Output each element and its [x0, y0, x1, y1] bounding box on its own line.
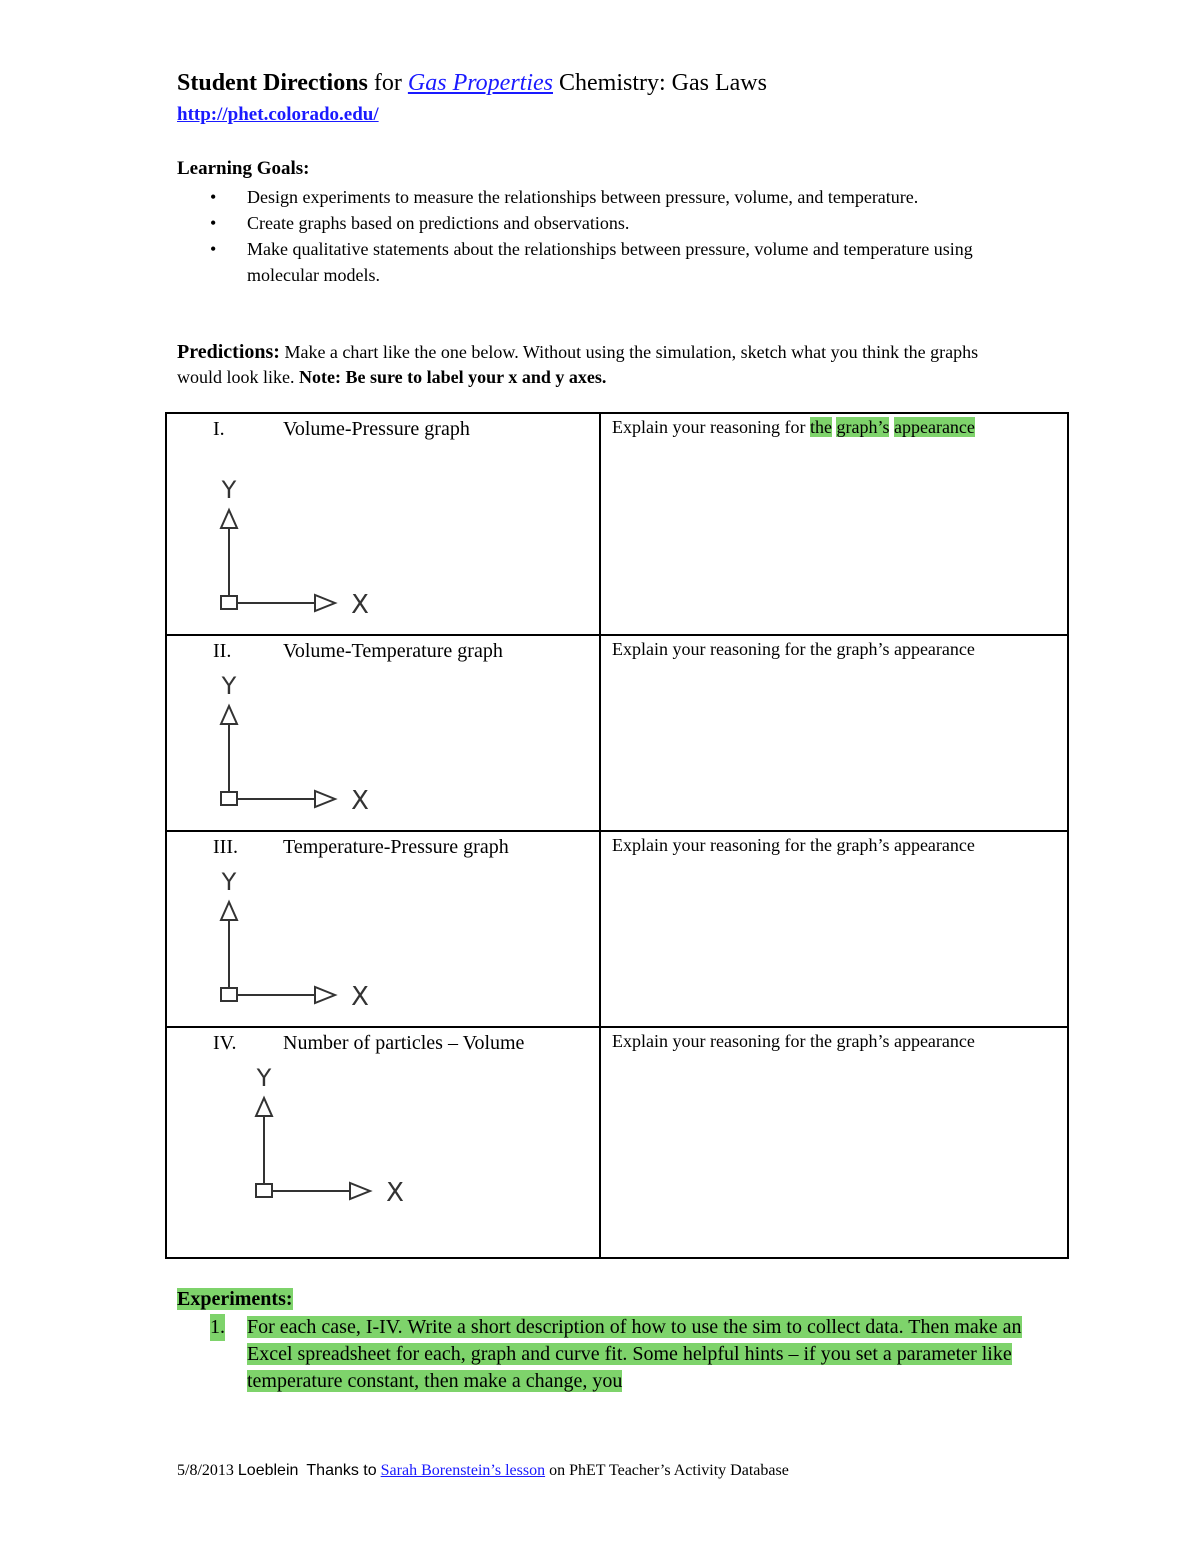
origin-box-icon [221, 596, 237, 609]
title-for: for [373, 70, 402, 96]
axis-x-label: X [386, 1178, 404, 1208]
goal-item: • Make qualitative statements about the relationships between pressure, volume and temperature using molecular models. [210, 236, 990, 288]
row-numeral: I. [213, 418, 225, 440]
graph-title [213, 1032, 524, 1055]
x-arrow-icon [350, 1183, 370, 1199]
explain-prefix: Explain your reasoning for [612, 417, 806, 437]
page-footer [177, 1462, 789, 1480]
axis-x-label: X [351, 786, 369, 816]
sim-name-link[interactable]: Gas Properties [407, 70, 553, 96]
phet-url-link[interactable]: http://phet.colorado.edu/ [177, 104, 379, 125]
experiments-heading-text: Experiments: [177, 1288, 293, 1310]
axis-x-label: X [351, 982, 369, 1012]
graph-title [213, 836, 509, 859]
experiments-list [210, 1314, 1030, 1395]
item-text: For each case, I-IV. Write a short description of how to use the sim to collect data. Then make an Excel spreadsheet for each, graph and curve fit. Some helpful hints – if you set a parameter like temperature constant, then make a change, you [247, 1316, 1022, 1392]
graph-cell [166, 1027, 600, 1258]
y-arrow-icon [256, 1098, 272, 1116]
graph-title-text: Number of particles – Volume [283, 1032, 525, 1054]
explanation-prompt: Explain your reasoning for the graph’s appearance [612, 1031, 975, 1051]
row-numeral: IV. [213, 1032, 237, 1054]
item-number: 1. [210, 1314, 225, 1341]
footer-author: Loeblein [237, 1462, 299, 1479]
axis-y-label: Y [221, 672, 237, 700]
highlighted-word: appearance [893, 417, 975, 437]
learning-goals-list [210, 184, 990, 288]
xy-axes-icon [187, 474, 387, 624]
note-label: Note: [299, 367, 341, 387]
row-numeral: III. [213, 836, 238, 858]
graph-title [213, 418, 470, 441]
xy-axes-icon [187, 670, 387, 820]
prediction-chart-table [165, 412, 1069, 1259]
explanation-cell[interactable] [600, 831, 1068, 1027]
experiments-heading [177, 1288, 293, 1311]
axis-y-label: Y [221, 476, 237, 504]
axis-y-label: Y [256, 1064, 272, 1092]
predictions-paragraph [177, 340, 1017, 390]
highlighted-word: the [809, 417, 832, 437]
table-row [166, 413, 1068, 635]
x-arrow-icon [315, 595, 335, 611]
row-numeral: II. [213, 640, 232, 662]
table-row [166, 831, 1068, 1027]
y-arrow-icon [221, 706, 237, 724]
table-row [166, 635, 1068, 831]
explanation-cell[interactable] [600, 1027, 1068, 1258]
list-item [210, 1314, 1030, 1395]
footer-date: 5/8/2013 [177, 1462, 234, 1479]
footer-thanks: Thanks to [306, 1462, 377, 1479]
explanation-prompt: Explain your reasoning for the graph’s appearance [612, 639, 975, 659]
x-arrow-icon [315, 791, 335, 807]
footer-rest: on PhET Teacher’s Activity Database [549, 1462, 789, 1479]
x-arrow-icon [315, 987, 335, 1003]
graph-cell [166, 413, 600, 635]
origin-box-icon [256, 1184, 272, 1197]
axis-y-label: Y [221, 868, 237, 896]
y-arrow-icon [221, 510, 237, 528]
goal-item: • Design experiments to measure the relationships between pressure, volume, and temperature. [210, 184, 990, 210]
graph-title-text: Volume-Temperature graph [283, 640, 503, 662]
title-bold: Student Directions [177, 70, 368, 96]
explanation-cell[interactable] [600, 413, 1068, 635]
explanation-prompt: Explain your reasoning for the graph’s appearance [612, 835, 975, 855]
table-row [166, 1027, 1068, 1258]
highlighted-word: graph’s [836, 417, 890, 437]
graph-title [213, 640, 503, 663]
explanation-cell[interactable] [600, 635, 1068, 831]
title-rest: Chemistry: Gas Laws [559, 70, 767, 96]
explanation-prompt [612, 417, 975, 438]
goal-item: • Create graphs based on predictions and observations. [210, 210, 990, 236]
xy-axes-icon [222, 1062, 422, 1212]
origin-box-icon [221, 988, 237, 1001]
predictions-label: Predictions: [177, 341, 280, 363]
graph-cell [166, 635, 600, 831]
xy-axes-icon [187, 866, 387, 1016]
lesson-link[interactable]: Sarah Borenstein’s lesson [380, 1462, 546, 1479]
note-text: Be sure to label your x and y axes. [345, 367, 607, 387]
origin-box-icon [221, 792, 237, 805]
graph-title-text: Temperature-Pressure graph [283, 836, 509, 858]
axis-x-label: X [351, 590, 369, 620]
learning-goals-heading: Learning Goals: [177, 158, 310, 179]
predictions-text: Make a chart like the one below. Without using the simulation, sketch what you think the graphs would look like. [177, 342, 979, 387]
graph-cell [166, 831, 600, 1027]
graph-title-text: Volume-Pressure graph [283, 418, 470, 440]
page-title [177, 70, 767, 97]
y-arrow-icon [221, 902, 237, 920]
